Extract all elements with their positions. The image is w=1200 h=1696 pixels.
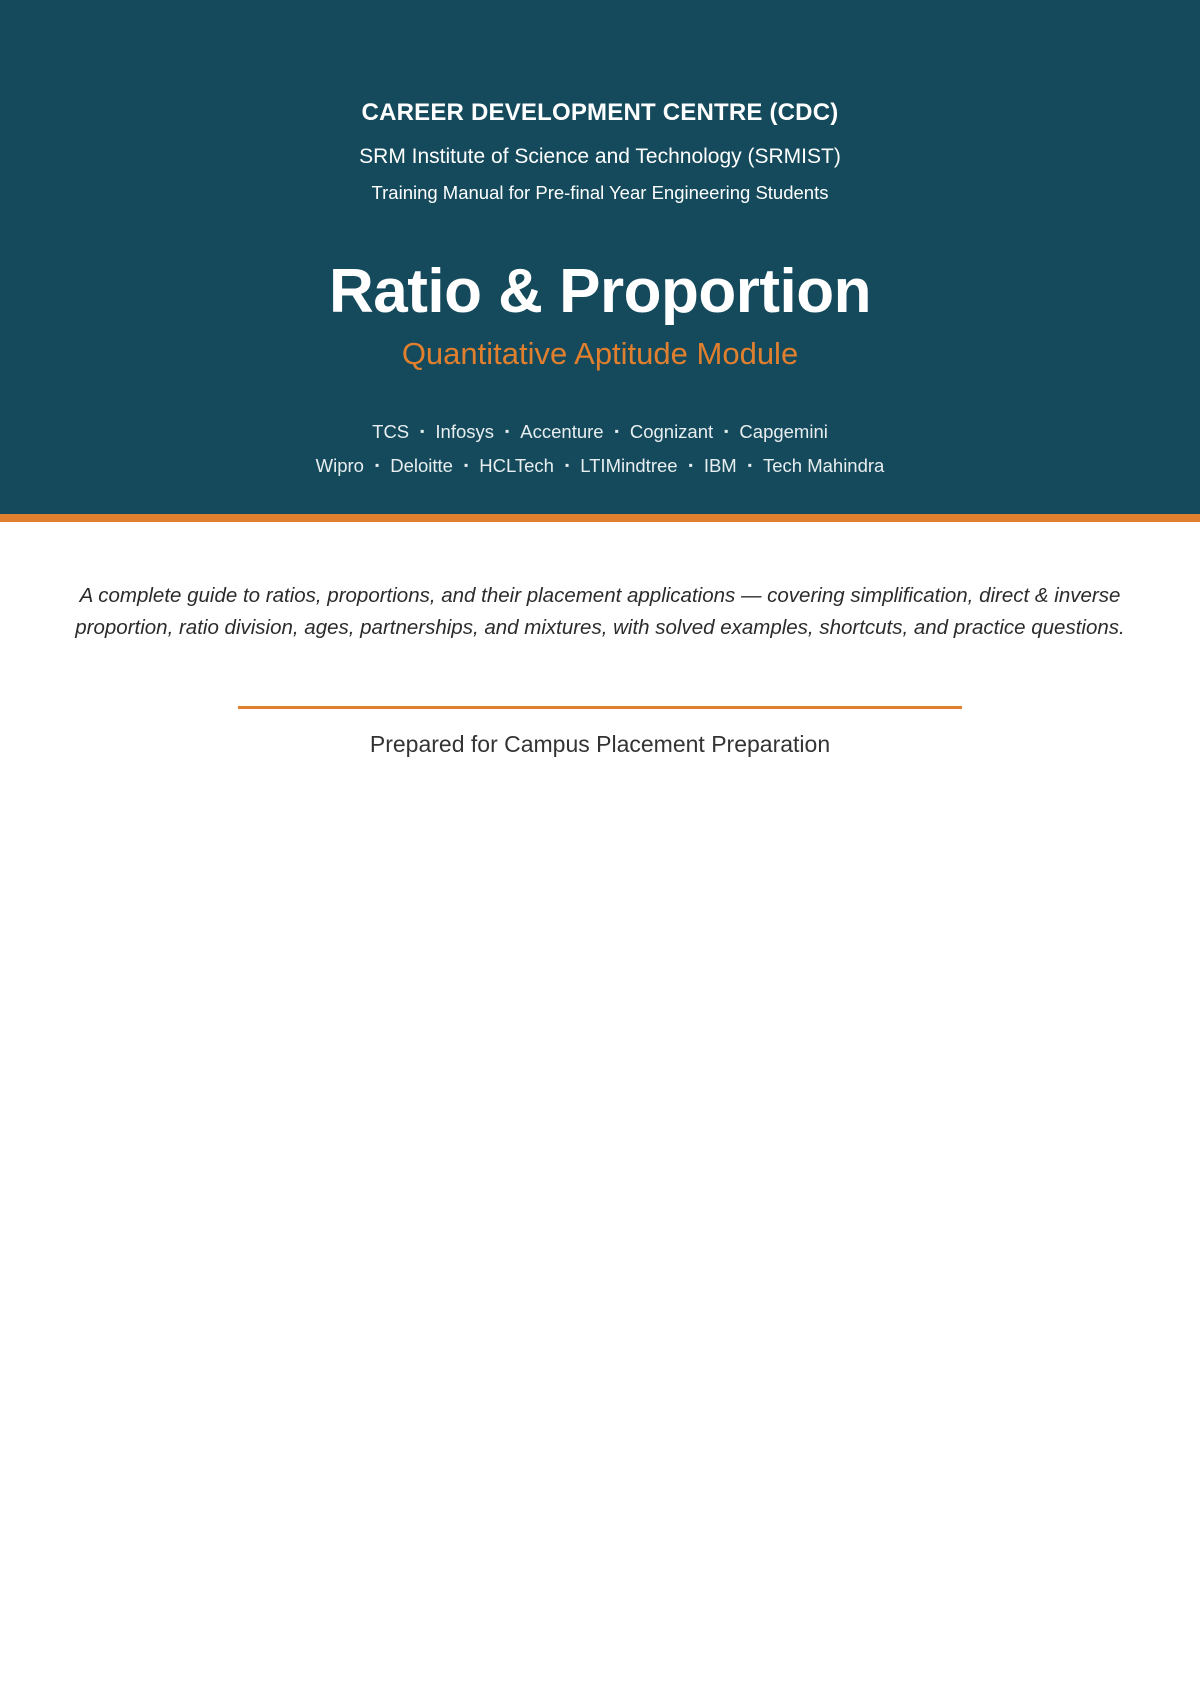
separator-icon: ▪ [564,458,570,472]
company-name: Accenture [520,421,604,442]
separator-icon: ▪ [747,458,752,472]
company-name: Wipro [315,455,364,476]
separator-icon: ▪ [688,458,693,472]
company-name: Infosys [435,421,495,442]
module-description [20,580,1180,644]
cover-banner [0,0,1200,514]
company-name: Deloitte [390,455,453,476]
separator-icon: ▪ [463,458,469,472]
company-name: HCLTech [479,455,554,476]
banner-accent-rule [0,514,1200,522]
company-list-row-1 [0,421,1200,443]
manual-subtitle: Training Manual for Pre-final Year Engineering Students [371,182,829,203]
separator-icon: ▪ [374,458,380,472]
company-name: IBM [703,455,737,476]
company-name: Cognizant [629,421,714,442]
section-divider [238,706,962,709]
company-name: TCS [372,421,410,442]
institute-name: SRM Institute of Science and Technology (SRMIST) [359,145,841,168]
company-list-row-2 [0,455,1200,477]
description-line-2: proportion, ratio division, ages, partnerships, and mixtures, with solved examples, shortcuts, and practice questions. [75,616,1125,639]
organization-name: CAREER DEVELOPMENT CENTRE (CDC) [361,99,839,126]
description-line-1: A complete guide to ratios, proportions, and their placement applications — covering simplification, direct & inverse [79,584,1121,607]
company-name: Tech Mahindra [762,455,885,476]
company-name: Capgemini [739,421,828,442]
prepared-for-note: Prepared for Campus Placement Preparation [369,731,831,757]
company-name: LTIMindtree [580,455,678,476]
page-title: Ratio & Proportion [328,257,872,326]
separator-icon: ▪ [614,424,619,438]
separator-icon: ▪ [420,424,425,438]
separator-icon: ▪ [505,424,510,438]
module-subtitle: Quantitative Aptitude Module [401,336,799,371]
separator-icon: ▪ [724,424,729,438]
